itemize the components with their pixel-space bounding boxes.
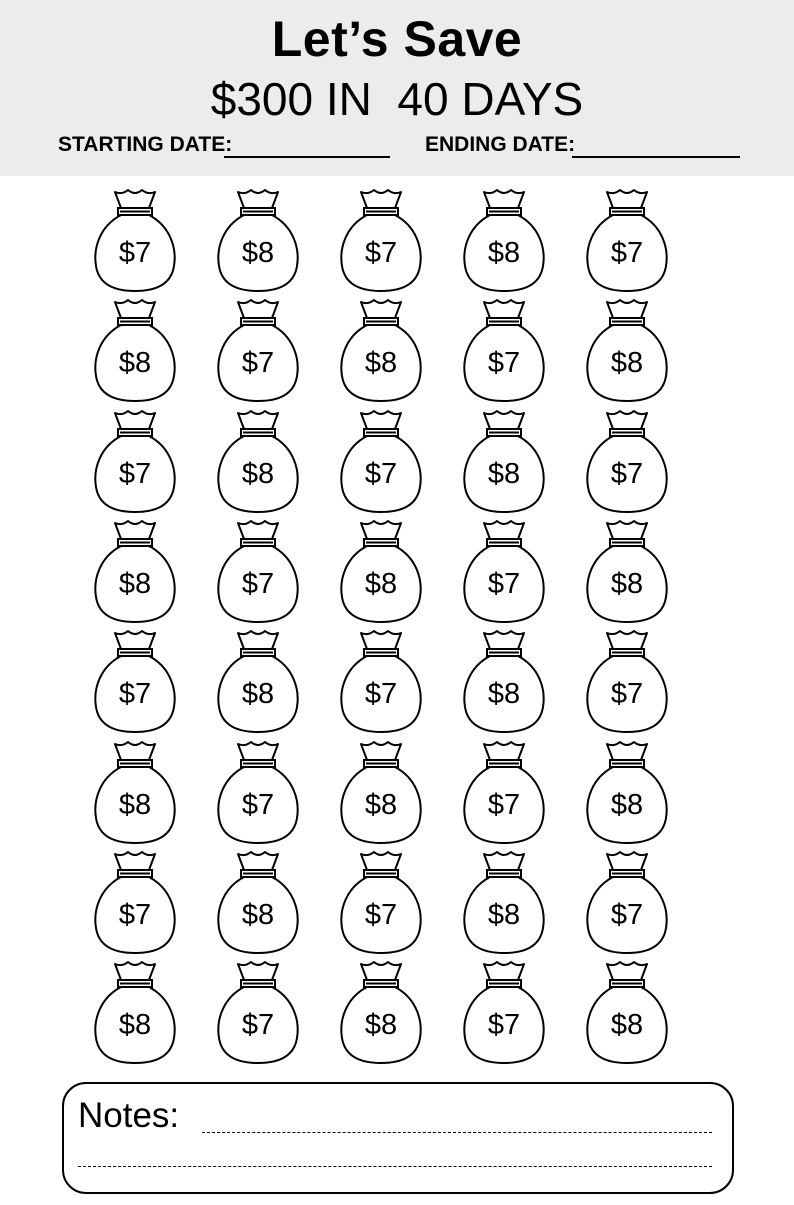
- money-bag[interactable]: [336, 958, 426, 1068]
- money-bag[interactable]: [582, 186, 672, 296]
- money-bag[interactable]: [336, 407, 426, 517]
- money-bag[interactable]: [459, 738, 549, 848]
- bag-amount: $7: [487, 788, 521, 821]
- bag-amount: $7: [118, 457, 152, 490]
- bag-amount: $8: [241, 678, 275, 711]
- starting-date-field[interactable]: [224, 156, 390, 158]
- money-bag[interactable]: [582, 296, 672, 406]
- bag-amount: $7: [610, 237, 644, 269]
- bag-amount: $8: [364, 567, 398, 600]
- page-title: Let’s Save: [271, 11, 523, 67]
- bag-amount: $7: [487, 1009, 521, 1042]
- bag-amount: $7: [610, 678, 644, 711]
- bag-amount: $7: [241, 788, 275, 821]
- bag-amount: $7: [487, 347, 521, 380]
- money-bag[interactable]: [459, 296, 549, 406]
- page-subtitle: $300 IN 40 DAYS: [210, 73, 584, 125]
- bag-amount: $7: [364, 898, 398, 931]
- money-bag[interactable]: [459, 407, 549, 517]
- money-bag[interactable]: [213, 296, 303, 406]
- money-bag[interactable]: [213, 517, 303, 627]
- bag-amount: $8: [610, 567, 644, 600]
- notes-line[interactable]: [78, 1166, 712, 1167]
- ending-date-field[interactable]: [572, 156, 740, 158]
- money-bag[interactable]: [90, 407, 180, 517]
- money-bag[interactable]: [213, 958, 303, 1068]
- money-bag[interactable]: [90, 848, 180, 958]
- money-bag[interactable]: [582, 848, 672, 958]
- bag-amount: $8: [118, 567, 152, 600]
- money-bag[interactable]: [459, 186, 549, 296]
- money-bag[interactable]: [459, 848, 549, 958]
- bag-amount: $8: [610, 1009, 644, 1042]
- bag-amount: $8: [487, 898, 521, 931]
- bag-amount: $8: [487, 678, 521, 711]
- bag-amount: $7: [118, 898, 152, 931]
- notes-line[interactable]: [202, 1132, 712, 1133]
- bag-amount: $7: [610, 457, 644, 490]
- notes-box: [62, 1082, 734, 1194]
- money-bag[interactable]: [336, 738, 426, 848]
- money-bag[interactable]: [90, 627, 180, 737]
- money-bag[interactable]: [582, 407, 672, 517]
- money-bag[interactable]: [213, 407, 303, 517]
- bag-amount: $8: [364, 788, 398, 821]
- bag-amount: $8: [241, 237, 275, 269]
- bag-amount: $8: [118, 788, 152, 821]
- savings-grid: [90, 186, 710, 1066]
- money-bag[interactable]: [336, 186, 426, 296]
- money-bag[interactable]: [582, 517, 672, 627]
- money-bag[interactable]: [336, 296, 426, 406]
- bag-amount: $7: [364, 678, 398, 711]
- bag-amount: $8: [610, 788, 644, 821]
- money-bag[interactable]: [213, 848, 303, 958]
- starting-date-label: STARTING DATE:: [58, 133, 233, 156]
- money-bag[interactable]: [90, 186, 180, 296]
- bag-amount: $7: [118, 237, 152, 269]
- bag-amount: $7: [241, 347, 275, 380]
- money-bag[interactable]: [459, 958, 549, 1068]
- money-bag[interactable]: [459, 627, 549, 737]
- bag-amount: $7: [118, 678, 152, 711]
- bag-amount: $7: [241, 1009, 275, 1042]
- money-bag[interactable]: [213, 186, 303, 296]
- money-bag[interactable]: [336, 627, 426, 737]
- money-bag[interactable]: [582, 958, 672, 1068]
- money-bag[interactable]: [90, 738, 180, 848]
- bag-amount: $7: [241, 567, 275, 600]
- ending-date-label: ENDING DATE:: [425, 133, 576, 156]
- notes-label: Notes:: [78, 1096, 180, 1135]
- money-bag[interactable]: [213, 738, 303, 848]
- bag-amount: $8: [610, 347, 644, 380]
- header: [0, 0, 794, 176]
- bag-amount: $8: [118, 347, 152, 380]
- bag-amount: $8: [487, 457, 521, 490]
- bag-amount: $7: [364, 457, 398, 490]
- bag-amount: $8: [364, 1009, 398, 1042]
- money-bag[interactable]: [90, 958, 180, 1068]
- bag-amount: $8: [364, 347, 398, 380]
- money-bag[interactable]: [459, 517, 549, 627]
- money-bag[interactable]: [90, 517, 180, 627]
- money-bag[interactable]: [582, 738, 672, 848]
- money-bag[interactable]: [90, 296, 180, 406]
- bag-amount: $7: [364, 237, 398, 269]
- money-bag[interactable]: [213, 627, 303, 737]
- bag-amount: $7: [487, 567, 521, 600]
- bag-amount: $8: [241, 457, 275, 490]
- bag-amount: $8: [241, 898, 275, 931]
- bag-amount: $8: [487, 237, 521, 269]
- money-bag[interactable]: [582, 627, 672, 737]
- money-bag[interactable]: [336, 848, 426, 958]
- money-bag[interactable]: [336, 517, 426, 627]
- bag-amount: $7: [610, 898, 644, 931]
- bag-amount: $8: [118, 1009, 152, 1042]
